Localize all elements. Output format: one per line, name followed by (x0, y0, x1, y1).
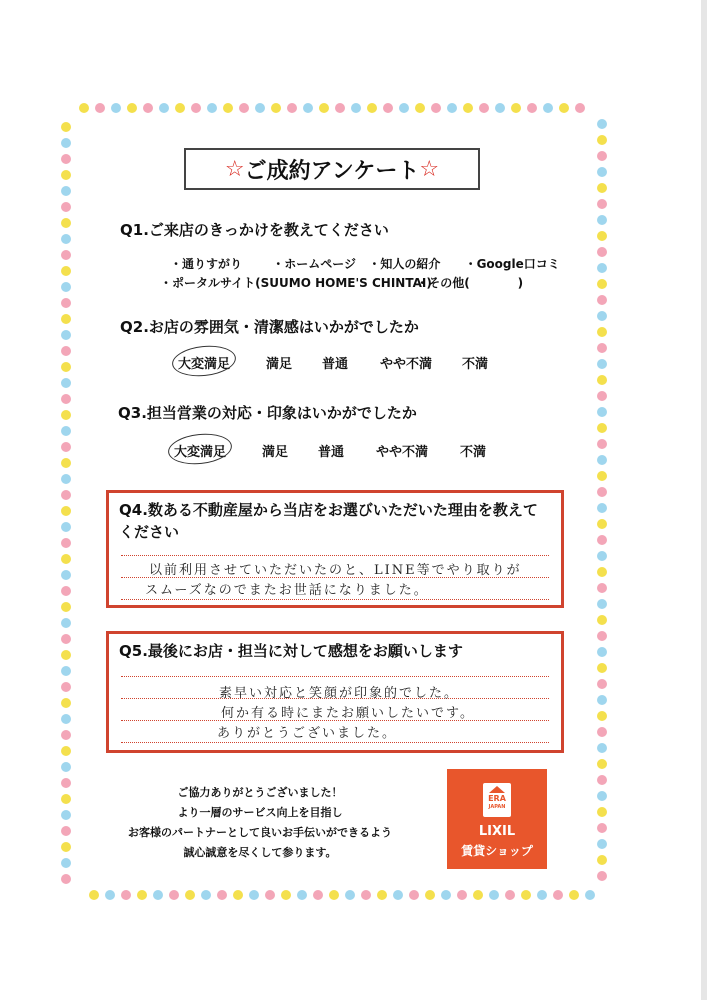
border-dot (345, 890, 355, 900)
border-dot (597, 775, 607, 785)
border-dot (79, 103, 89, 113)
border-dot (61, 666, 71, 676)
q3-label: Q3.担当営業の対応・印象はいかがでしたか (118, 404, 417, 422)
border-dot (61, 538, 71, 548)
border-dot (597, 455, 607, 465)
q5-answer-line[interactable]: 何か有る時にまたお願いしたいです。 (221, 706, 475, 721)
border-dot (61, 266, 71, 276)
border-dot (361, 890, 371, 900)
border-dot (61, 842, 71, 852)
border-dot (61, 714, 71, 724)
border-dot (597, 535, 607, 545)
border-dot (597, 839, 607, 849)
footer-line: ご協力ありがとうございました！ (177, 786, 343, 799)
border-dot (393, 890, 403, 900)
border-dot (201, 890, 211, 900)
border-dot (249, 890, 259, 900)
q4-answer-line[interactable]: 以前利用させていただいたのと、LINE等でやり取りが (149, 563, 522, 578)
border-dot (521, 890, 531, 900)
border-dot (597, 343, 607, 353)
border-dot (61, 250, 71, 260)
border-dot (495, 103, 505, 113)
border-dot (61, 698, 71, 708)
answer-line (121, 599, 549, 600)
border-dot (597, 695, 607, 705)
border-dot (597, 551, 607, 561)
q1-option[interactable]: ・Google口コミ (464, 257, 560, 271)
border-dot (61, 618, 71, 628)
title-star-right: ☆ (419, 156, 440, 182)
border-dot (597, 615, 607, 625)
footer-line: より一層のサービス向上を目指し (177, 806, 343, 819)
border-dot (597, 135, 607, 145)
border-dot (153, 890, 163, 900)
logo-brand: LIXIL (478, 824, 516, 839)
border-dot (511, 103, 521, 113)
border-dot (415, 103, 425, 113)
q5-answer-line[interactable]: 素早い対応と笑顔が印象的でした。 (219, 686, 460, 701)
q1-option[interactable]: ・通りすがり (170, 257, 243, 271)
border-dot (597, 311, 607, 321)
q3-rating-option[interactable]: 不満 (460, 445, 487, 460)
border-dot (143, 103, 153, 113)
border-dot (597, 855, 607, 865)
q1-label: Q1.ご来店のきっかけを教えてください (120, 221, 389, 239)
q1-option[interactable]: ・ホームページ (272, 257, 356, 271)
border-dot (597, 183, 607, 193)
border-dot (61, 282, 71, 292)
border-dot (265, 890, 275, 900)
q1-options-row2 (160, 274, 523, 291)
border-dot (137, 890, 147, 900)
border-dot (61, 474, 71, 484)
q3-rating-option[interactable]: 満足 (262, 445, 289, 460)
border-dot (61, 154, 71, 164)
border-dot (597, 151, 607, 161)
border-dot (127, 103, 137, 113)
border-dot (281, 890, 291, 900)
border-dot (61, 122, 71, 132)
border-dot (597, 199, 607, 209)
border-dot (175, 103, 185, 113)
border-dot (61, 186, 71, 196)
border-dot (335, 103, 345, 113)
logo-shop: 賃貸ショップ (461, 844, 533, 858)
border-dot (303, 103, 313, 113)
border-dot (111, 103, 121, 113)
border-dot (597, 823, 607, 833)
border-dot (61, 202, 71, 212)
border-dot (61, 330, 71, 340)
border-dot (61, 650, 71, 660)
border-dot (61, 586, 71, 596)
border-dot (479, 103, 489, 113)
border-dot (61, 298, 71, 308)
border-dot (597, 599, 607, 609)
border-dot (61, 378, 71, 388)
border-dot (61, 218, 71, 228)
q1-option[interactable]: ・その他( ) (416, 276, 524, 290)
q2-label: Q2.お店の雰囲気・清潔感はいかがでしたか (120, 318, 419, 336)
border-dot (597, 359, 607, 369)
border-dot (61, 810, 71, 820)
page-title: ご成約アンケート (244, 158, 420, 184)
border-dot (597, 423, 607, 433)
q3-rating-row (174, 441, 486, 460)
border-dot (61, 858, 71, 868)
border-dot (89, 890, 99, 900)
border-dot (597, 807, 607, 817)
border-dot (61, 314, 71, 324)
q4-answer-line[interactable]: スムーズなのでまたお世話になりました。 (145, 583, 429, 598)
answer-line (121, 555, 549, 556)
border-dot (61, 730, 71, 740)
border-dot (597, 759, 607, 769)
q2-rating-row (178, 353, 488, 372)
border-dot (169, 890, 179, 900)
border-dot (105, 890, 115, 900)
era-sub-text: JAPAN (488, 804, 506, 810)
border-dot (597, 247, 607, 257)
border-dot (351, 103, 361, 113)
border-dot (61, 874, 71, 884)
border-dot (597, 263, 607, 273)
q2-rating-option[interactable]: 大変満足 (178, 353, 266, 372)
border-dot (597, 503, 607, 513)
border-dot (597, 487, 607, 497)
border-dot (543, 103, 553, 113)
q4-box (106, 490, 564, 608)
border-dot (61, 602, 71, 612)
border-dot (597, 295, 607, 305)
answer-line (121, 742, 549, 743)
border-dot (559, 103, 569, 113)
page-title-box (184, 148, 480, 190)
border-dot (597, 215, 607, 225)
border-dot (409, 890, 419, 900)
border-dot (597, 679, 607, 689)
border-dot (431, 103, 441, 113)
border-dot (95, 103, 105, 113)
border-dot (463, 103, 473, 113)
border-dot (287, 103, 297, 113)
q2-rating-option[interactable]: やや不満 (380, 357, 433, 372)
border-dot (425, 890, 435, 900)
border-dot (61, 362, 71, 372)
border-dot (121, 890, 131, 900)
q2-rating-option[interactable]: 満足 (266, 357, 293, 372)
border-dot (447, 103, 457, 113)
border-dot (383, 103, 393, 113)
border-dot (239, 103, 249, 113)
border-dot (597, 791, 607, 801)
house-roof-icon (489, 786, 505, 793)
q1-option[interactable]: ・知人の紹介 (368, 257, 441, 271)
border-dot (597, 119, 607, 129)
q3-rating-option[interactable]: 普通 (318, 445, 345, 460)
border-dot (597, 583, 607, 593)
border-dot (233, 890, 243, 900)
border-dot (61, 458, 71, 468)
q3-rating-option[interactable]: やや不満 (376, 445, 429, 460)
border-dot (597, 631, 607, 641)
q2-rating-option[interactable]: 不満 (462, 357, 489, 372)
border-dot (597, 519, 607, 529)
footer-line: 誠心誠意を尽くして参ります。 (183, 846, 337, 859)
border-dot (597, 279, 607, 289)
border-dot (297, 890, 307, 900)
border-dot (597, 567, 607, 577)
border-dot (597, 727, 607, 737)
answer-line (121, 676, 549, 677)
border-dot (597, 231, 607, 241)
border-dot (61, 410, 71, 420)
border-dot (597, 167, 607, 177)
border-dot (597, 327, 607, 337)
border-dot (223, 103, 233, 113)
border-dot (61, 234, 71, 244)
border-dot (597, 663, 607, 673)
q3-rating-option[interactable]: 大変満足 (174, 441, 262, 460)
q2-rating-option[interactable]: 普通 (322, 357, 349, 372)
border-dot (159, 103, 169, 113)
border-dot (585, 890, 595, 900)
border-dot (313, 890, 323, 900)
border-dot (217, 890, 227, 900)
border-dot (61, 570, 71, 580)
lixil-logo (447, 769, 547, 869)
border-dot (61, 826, 71, 836)
footer-message (110, 783, 410, 863)
border-dot (61, 634, 71, 644)
border-dot (61, 138, 71, 148)
border-dot (597, 391, 607, 401)
q1-options-row1 (170, 255, 560, 272)
border-dot (597, 439, 607, 449)
border-dot (597, 471, 607, 481)
border-dot (537, 890, 547, 900)
border-dot (457, 890, 467, 900)
border-dot (505, 890, 515, 900)
border-dot (61, 170, 71, 180)
era-text: ERA (488, 794, 506, 803)
border-dot (61, 394, 71, 404)
border-dot (207, 103, 217, 113)
border-dot (61, 762, 71, 772)
title-star-left: ☆ (224, 156, 245, 182)
border-dot (61, 426, 71, 436)
border-dot (61, 746, 71, 756)
border-dot (399, 103, 409, 113)
footer-line: お客様のパートナーとして良いお手伝いができるよう (128, 826, 392, 839)
border-dot (597, 711, 607, 721)
border-dot (185, 890, 195, 900)
border-dot (255, 103, 265, 113)
border-dot (597, 647, 607, 657)
border-dot (575, 103, 585, 113)
q4-label: Q4.数ある不動産屋から当店をお選びいただいた理由を教えてください (119, 501, 538, 541)
q5-answer-line[interactable]: ありがとうございました。 (217, 726, 398, 741)
era-house-icon (483, 783, 511, 817)
border-dot (61, 794, 71, 804)
border-dot (61, 554, 71, 564)
border-dot (597, 407, 607, 417)
border-dot (61, 682, 71, 692)
border-dot (527, 103, 537, 113)
border-dot (319, 103, 329, 113)
border-dot (569, 890, 579, 900)
border-dot (61, 506, 71, 516)
border-dot (61, 346, 71, 356)
q5-label: Q5.最後にお店・担当に対して感想をお願いします (119, 642, 463, 660)
border-dot (271, 103, 281, 113)
border-dot (191, 103, 201, 113)
border-dot (61, 490, 71, 500)
border-dot (61, 442, 71, 452)
border-dot (61, 778, 71, 788)
border-dot (597, 743, 607, 753)
border-dot (553, 890, 563, 900)
border-dot (473, 890, 483, 900)
border-dot (597, 375, 607, 385)
border-dot (367, 103, 377, 113)
border-dot (329, 890, 339, 900)
border-dot (61, 522, 71, 532)
q5-box (106, 631, 564, 753)
border-dot (441, 890, 451, 900)
q1-option[interactable]: ・ポータルサイト(SUUMO HOME'S CHINTAI) (160, 276, 432, 290)
border-dot (489, 890, 499, 900)
border-dot (597, 871, 607, 881)
border-dot (377, 890, 387, 900)
